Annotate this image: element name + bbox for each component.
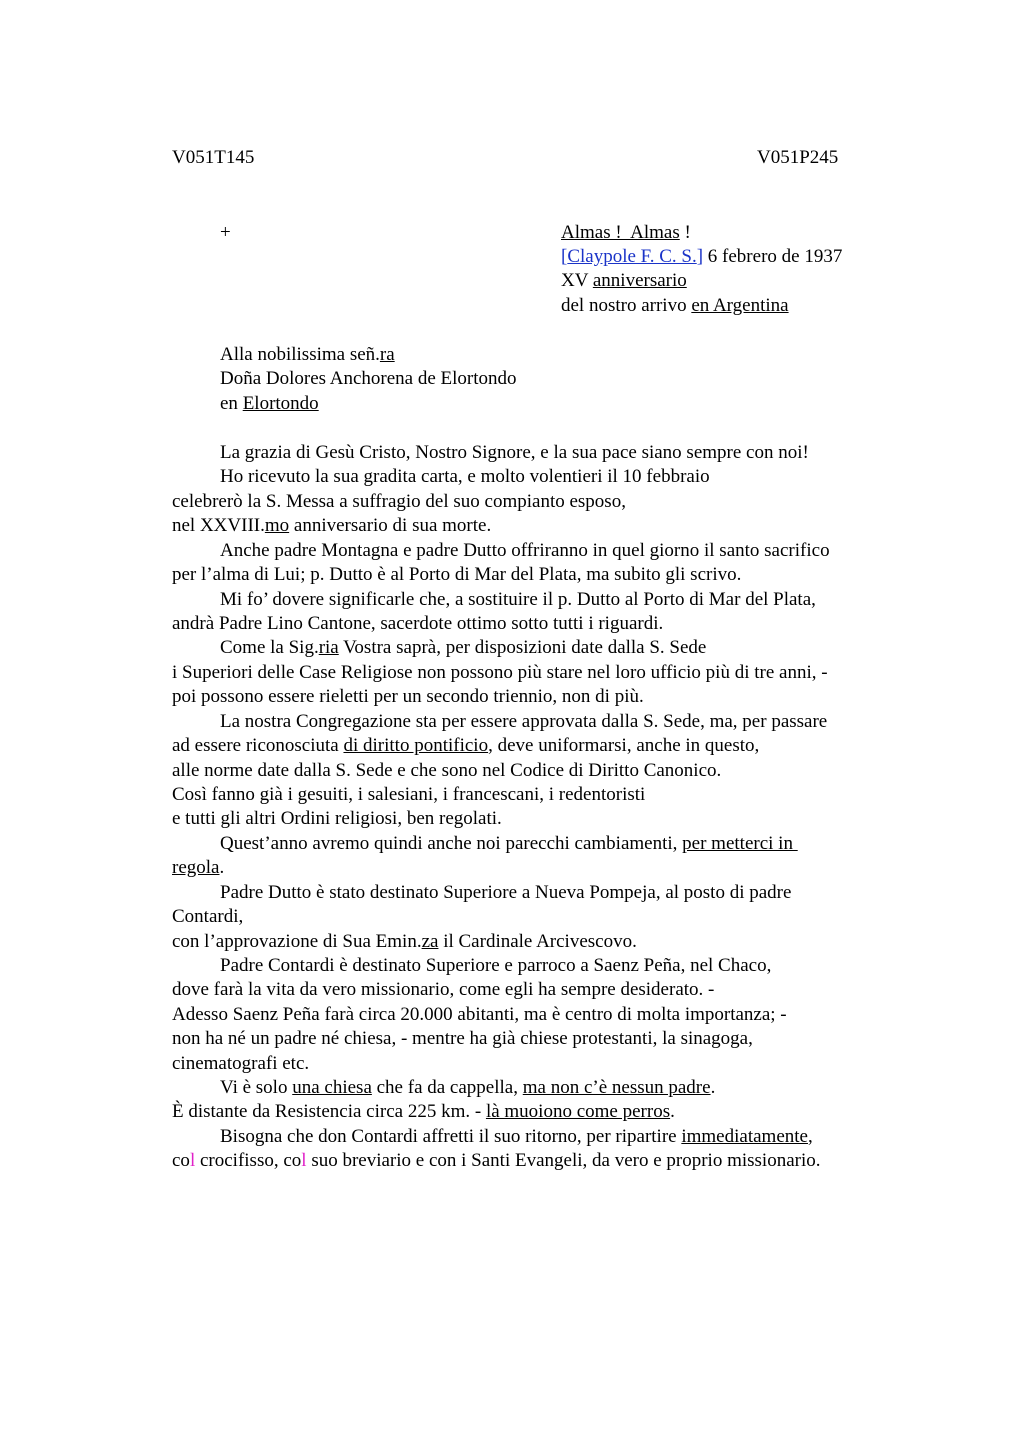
text-run: crocifisso, co	[195, 1150, 302, 1171]
underlined-text: immediatamente	[681, 1126, 808, 1147]
dateline-line-2	[561, 245, 842, 270]
body-line: Contardi,	[172, 906, 244, 927]
text-run: Vi è solo	[220, 1077, 293, 1098]
bracket-close: ]	[696, 246, 704, 267]
text-run: co	[172, 1150, 190, 1171]
body-line: Padre Contardi è destinato Superiore e parroco a Saenz Peña, nel Chaco,	[220, 955, 772, 976]
dateline-l3-pre: XV	[561, 270, 593, 291]
body-line: Anche padre Montagna e padre Dutto offriranno in quel giorno il santo sacrifico	[220, 540, 830, 561]
address-l1-pre: Alla nobilissima señ.	[220, 344, 380, 365]
body-line: La grazia di Gesù Cristo, Nostro Signore, e la sua pace siano sempre con noi!	[220, 442, 809, 463]
body-line: per l’alma di Lui; p. Dutto è al Porto di Mar del Plata, ma subito gli scrivo.	[172, 564, 742, 585]
body-line: Adesso Saenz Peña farà circa 20.000 abitanti, ma è centro di molta importanza; -	[172, 1004, 787, 1025]
body-line	[172, 514, 491, 539]
date-text: 6 febrero de 1937	[703, 246, 843, 267]
dateline-line-3	[561, 269, 687, 294]
underlined-text: ma non c’è nessun padre	[522, 1077, 711, 1098]
header-left-code: V051T145	[172, 147, 255, 168]
body-line: i Superiori delle Case Religiose non possono più stare nel loro ufficio più di tre anni, -	[172, 662, 828, 683]
body-line: alle norme date dalla S. Sede e che sono nel Codice di Diritto Canonico.	[172, 760, 722, 781]
body-line	[172, 734, 759, 759]
body-line: Padre Dutto è stato destinato Superiore a Nueva Pompeja, al posto di padre	[220, 882, 792, 903]
highlighted-letter: l	[301, 1150, 307, 1171]
body-line: dove farà la vita da vero missionario, come egli ha sempre desiderato. -	[172, 979, 715, 1000]
address-l1-u: ra	[379, 344, 395, 365]
text-run: ,	[807, 1126, 813, 1147]
underlined-text: za	[421, 931, 439, 952]
text-run: È distante da Resistencia circa 225 km. -	[172, 1101, 486, 1122]
text-run: Vostra saprà, per disposizioni date dalla S. Sede	[338, 637, 707, 658]
underlined-text: ria	[318, 637, 339, 658]
text-run: ad essere riconosciuta	[172, 735, 344, 756]
text-run: il Cardinale Arcivescovo.	[438, 931, 637, 952]
body-line	[172, 856, 224, 881]
body-line	[220, 636, 706, 661]
body-line: poi possono essere rieletti per un secondo triennio, non di più.	[172, 686, 644, 707]
dateline-line-4	[561, 294, 789, 319]
text-run: che fa da cappella,	[371, 1077, 523, 1098]
text-run: .	[219, 857, 225, 878]
body-line	[220, 1076, 715, 1101]
body-line	[220, 832, 798, 857]
body-line: non ha né un padre né chiesa, - mentre ha già chiese protestanti, la sinagoga,	[172, 1028, 753, 1049]
body-line: La nostra Congregazione sta per essere approvata dalla S. Sede, ma, per passare	[220, 711, 828, 732]
address-line-3	[220, 392, 319, 417]
address-l3-pre: en	[220, 393, 243, 414]
text-run: , deve uniformarsi, anche in questo,	[488, 735, 760, 756]
body-line: e tutti gli altri Ordini religiosi, ben regolati.	[172, 808, 502, 829]
underlined-text: una chiesa	[292, 1077, 372, 1098]
text-run: suo breviario e con i Santi Evangeli, da vero e proprio missionario.	[306, 1150, 821, 1171]
dateline-l4-pre: del nostro arrivo	[561, 295, 692, 316]
dateline-argentina: en Argentina	[691, 295, 789, 316]
body-line: Mi fo’ dovere significarle che, a sostituire il p. Dutto al Porto di Mar del Plata,	[220, 589, 816, 610]
body-line	[172, 930, 637, 955]
text-run: Come la Sig.	[220, 637, 319, 658]
highlighted-letter: l	[189, 1150, 196, 1171]
body-line: andrà Padre Lino Cantone, sacerdote ottimo sotto tutti i riguardi.	[172, 613, 664, 634]
text-run: con l’approvazione di Sua Emin.	[172, 931, 422, 952]
underlined-text: mo	[264, 515, 290, 536]
dateline-anniversario: anniversario	[592, 270, 687, 291]
body-line: celebrerò la S. Messa a suffragio del suo compianto esposo,	[172, 491, 626, 512]
body-line	[172, 1149, 821, 1174]
dateline-l1-rest: !	[679, 222, 691, 243]
underlined-text: là muoiono come perros	[485, 1101, 671, 1122]
address-l3-u: Elortondo	[242, 393, 319, 414]
text-run: Bisogna che don Contardi affretti il suo ritorno, per ripartire	[220, 1126, 682, 1147]
underlined-text: regola	[172, 857, 220, 878]
address-line-1	[220, 343, 395, 368]
text-run: nel XXVIII.	[172, 515, 265, 536]
text-run: Quest’anno avremo quindi anche noi parecchi cambiamenti,	[220, 833, 683, 854]
text-run: .	[710, 1077, 716, 1098]
text-run: .	[670, 1101, 675, 1122]
body-line	[172, 1100, 675, 1125]
dateline-line-1	[561, 221, 691, 246]
underlined-text: di diritto pontificio	[343, 735, 489, 756]
address-line-2: Doña Dolores Anchorena de Elortondo	[220, 368, 517, 389]
underlined-text: per metterci in	[682, 833, 798, 854]
body-line: Così fanno già i gesuiti, i salesiani, i francescani, i redentoristi	[172, 784, 646, 805]
place-name: Claypole F. C. S.	[567, 246, 697, 267]
bracket-open: [	[561, 246, 568, 267]
cross-mark: +	[220, 222, 231, 243]
body-line: Ho ricevuto la sua gradita carta, e molto volentieri il 10 febbraio	[220, 466, 710, 487]
header-right-code: V051P245	[757, 147, 839, 168]
dateline-almas: Almas ! Almas	[561, 222, 680, 243]
body-line	[220, 1125, 813, 1150]
text-run: anniversario di sua morte.	[289, 515, 492, 536]
body-line: cinematografi etc.	[172, 1053, 310, 1074]
